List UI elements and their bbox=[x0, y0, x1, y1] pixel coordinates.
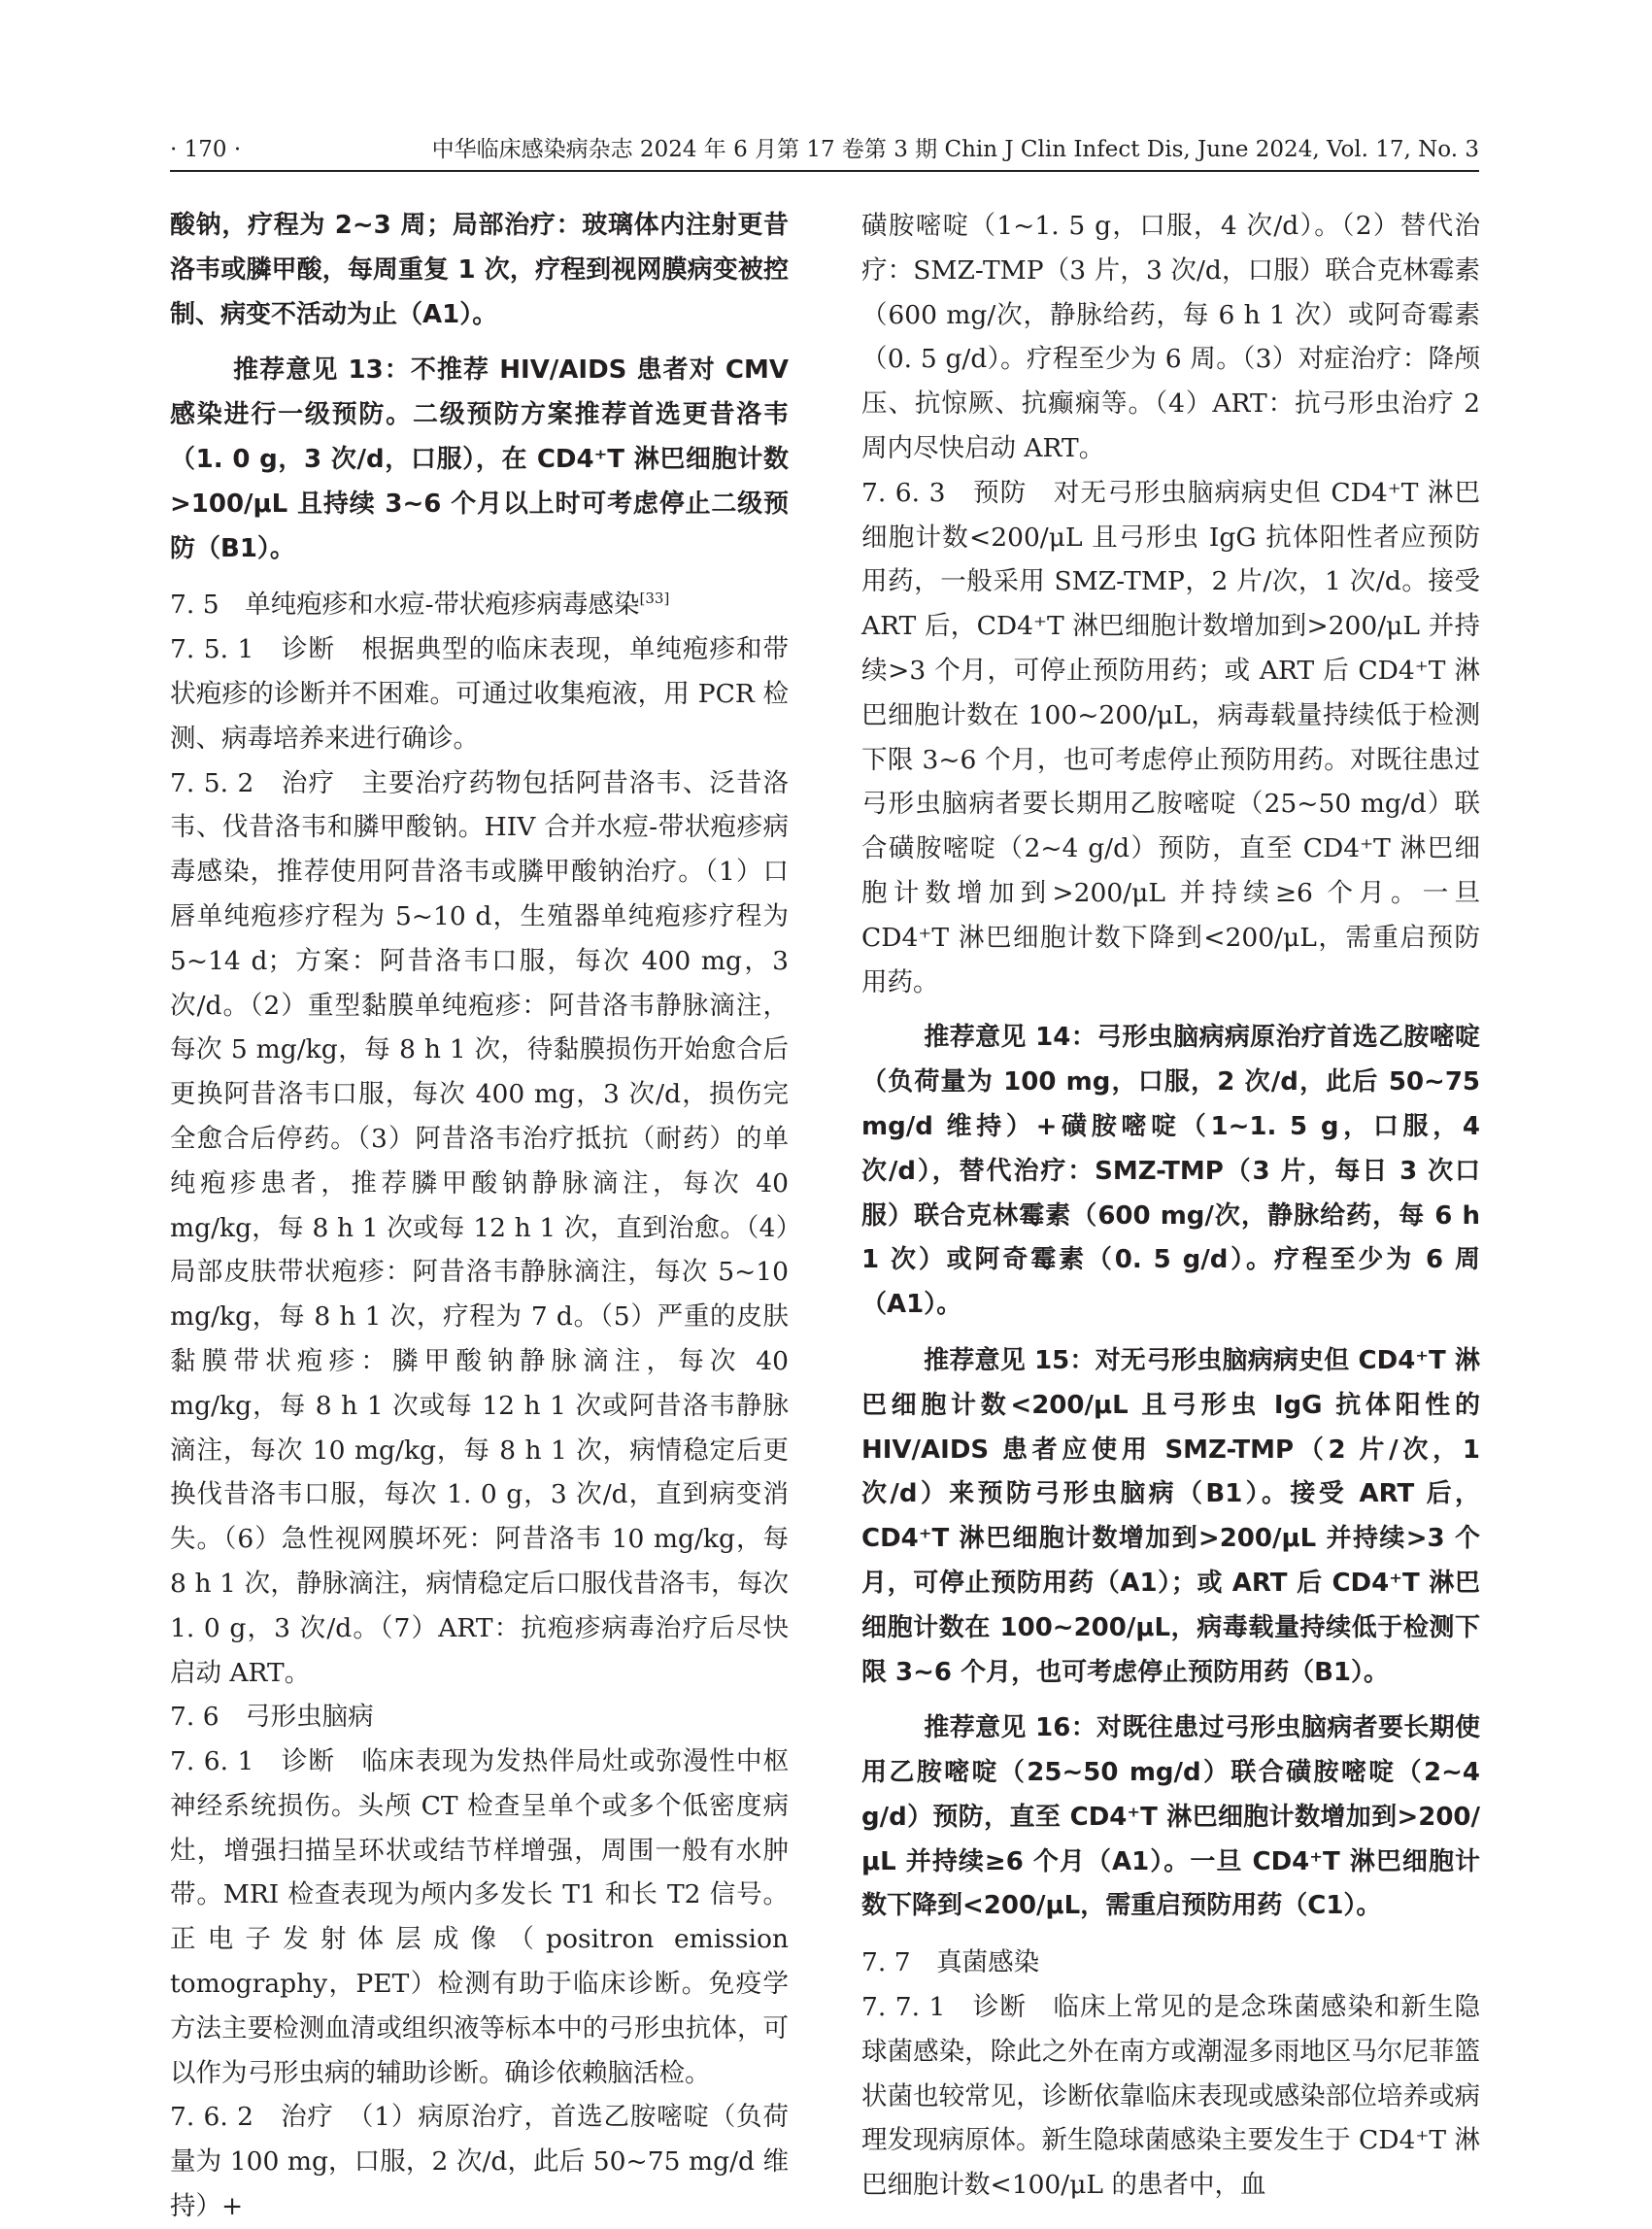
section-7-6-1: 7. 6. 1 诊断 临床表现为发热伴局灶或弥漫性中枢神经系统损伤。头颅 CT 检查呈单个或多个低密度病灶，增强扫描呈环状或结节样增强，周围一般有水肿带。MRI 检查表现为颅内多发长 T1 和长 T2 信号。正电子发射体层成像（positron emission tomography，PET）检测有助于临床诊断。免疫学方法主要检测血清或组织液等标本中的弓形虫抗体，可以作为弓形虫病的辅助诊断。确诊依赖脑活检。 bbox=[170, 1746, 789, 2088]
section-7-6-2-continued: 磺胺嘧啶（1~1. 5 g，口服，4 次/d）。（2）替代治疗：SMZ-TMP（3 片，3 次/d，口服）联合克林霉素（600 mg/次，静脉给药，每 6 h 1 次）或阿奇霉素（0. 5 g/d）。疗程至少为 6 周。（3）对症治疗：降颅压、抗惊厥、抗癫痫等。（4）ART：抗弓形虫治疗 2 周内尽快启动 ART。 bbox=[861, 211, 1480, 463]
recommendation-14 bbox=[861, 1016, 1480, 1328]
recommendation-15 bbox=[861, 1339, 1480, 1695]
section-7-5-heading bbox=[170, 583, 789, 627]
section-7-5-1: 7. 5. 1 诊断 根据典型的临床表现，单纯疱疹和带状疱疹的诊断并不困难。可通过收集疱液，用 PCR 检测、病毒培养来进行确诊。 bbox=[170, 634, 789, 754]
recommendation-13 bbox=[170, 349, 789, 571]
section-7-5-2: 7. 5. 2 治疗 主要治疗药物包括阿昔洛韦、泛昔洛韦、伐昔洛韦和膦甲酸钠。HIV 合并水痘-带状疱疹病毒感染，推荐使用阿昔洛韦或膦甲酸钠治疗。（1）口唇单纯疱疹疗程为 5~10 d，生殖器单纯疱疹疗程为 5~14 d；方案：阿昔洛韦口服，每次 400 mg，3 次/d。（2）重型黏膜单纯疱疹：阿昔洛韦静脉滴注，每次 5 mg/kg，每 8 h 1 次，待黏膜损伤开始愈合后更换阿昔洛韦口服，每次 400 mg，3 次/d，损伤完全愈合后停药。（3）阿昔洛韦治疗抵抗（耐药）的单纯疱疹患者，推荐膦甲酸钠静脉滴注，每次 40 mg/kg，每 8 h 1 次或每 12 h 1 次，直到治愈。（4）局部皮肤带状疱疹：阿昔洛韦静脉滴注，每次 5~10 mg/kg，每 8 h 1 次，疗程为 7 d。（5）严重的皮肤黏膜带状疱疹：膦甲酸钠静脉滴注，每次 40 mg/kg，每 8 h 1 次或每 12 h 1 次或阿昔洛韦静脉滴注，每次 10 mg/kg，每 8 h 1 次，病情稳定后更换伐昔洛韦口服，每次 1. 0 g，3 次/d，直到病变消失。（6）急性视网膜坏死：阿昔洛韦 10 mg/kg，每 8 h 1 次，静脉滴注，病情稳定后口服伐昔洛韦，每次 1. 0 g，3 次/d。（7）ART：抗疱疹病毒治疗后尽快启动 ART。 bbox=[170, 767, 789, 1688]
section-7-6-3: 7. 6. 3 预防 对无弓形虫脑病病史但 CD4⁺T 淋巴细胞计数<200/μL 且弓形虫 IgG 抗体阳性者应预防用药，一般采用 SMZ-TMP，2 片/次，1 次/d。接受 ART 后，CD4⁺T 淋巴细胞计数增加到>200/μL 并持续>3 个月，可停止预防用药；或 ART 后 CD4⁺T 淋巴细胞计数在 100~200/μL，病毒载量持续低于检测下限 3~6 个月，也可考虑停止预防用药。对既往患过弓形虫脑病者要长期用乙胺嘧啶（25~50 mg/d）联合磺胺嘧啶（2~4 g/d）预防，直至 CD4⁺T 淋巴细胞计数增加到>200/μL 并持续≥6 个月。一旦 CD4⁺T 淋巴细胞计数下降到<200/μL，需重启预防用药。 bbox=[861, 477, 1480, 997]
journal-citation: 中华临床感染病杂志 2024 年 6 月第 17 卷第 3 期 Chin J Clin Infect Dis, June 2024, Vol. 17, No. 3 bbox=[431, 137, 1479, 162]
recommendation-13-text: 推荐意见 13：不推荐 HIV/AIDS 患者对 CMV 感染进行一级预防。二级预防方案推荐首选更昔洛韦（1. 0 g，3 次/d，口服），在 CD4⁺T 淋巴细胞计数>100/μL 且持续 3~6 个月以上时可考虑停止二级预防（B1）。 bbox=[170, 355, 789, 563]
right-column bbox=[861, 204, 1480, 2208]
running-header bbox=[170, 132, 1479, 167]
left-column bbox=[170, 204, 789, 2229]
section-7-7-1: 7. 7. 1 诊断 临床上常见的是念珠菌感染和新生隐球菌感染，除此之外在南方或潮湿多雨地区马尔尼菲篮状菌也较常见，诊断依靠临床表现或感染部位培养或病理发现病原体。新生隐球菌感染主要发生于 CD4⁺T 淋巴细胞计数<100/μL 的患者中，血 bbox=[861, 1992, 1480, 2201]
section-7-6-2: 7. 6. 2 治疗 （1）病原治疗，首选乙胺嘧啶（负荷量为 100 mg，口服，2 次/d，此后 50~75 mg/d 维持）+ bbox=[170, 2102, 789, 2222]
page-number: · 170 · bbox=[170, 137, 242, 162]
reference-marker: [33] bbox=[639, 590, 670, 608]
recommendation-16 bbox=[861, 1706, 1480, 1929]
section-7-7-heading: 7. 7 真菌感染 bbox=[861, 1947, 1040, 1978]
recommendation-16-text: 推荐意见 16：对既往患过弓形虫脑病者要长期使用乙胺嘧啶（25~50 mg/d）联合磺胺嘧啶（2~4 g/d）预防，直至 CD4⁺T 淋巴细胞计数增加到>200/μL 并持续≥6 个月（A1）。一旦 CD4⁺T 淋巴细胞计数下降到<200/μL，需重启预防用药（C1）。 bbox=[861, 1713, 1480, 1921]
recommendation-12-continued: 酸钠，疗程为 2~3 周；局部治疗：玻璃体内注射更昔洛韦或膦甲酸，每周重复 1 次，疗程到视网膜病变被控制、病变不活动为止（A1）。 bbox=[170, 211, 789, 329]
section-7-5-title: 7. 5 单纯疱疹和水痘-带状疱疹病毒感染 bbox=[170, 590, 640, 621]
header-rule bbox=[170, 170, 1479, 172]
section-7-6-heading: 7. 6 弓形虫脑病 bbox=[170, 1702, 374, 1733]
recommendation-14-text: 推荐意见 14：弓形虫脑病病原治疗首选乙胺嘧啶（负荷量为 100 mg，口服，2 次/d，此后 50~75 mg/d 维持）+磺胺嘧啶（1~1. 5 g，口服，4 次/d），替代治疗：SMZ-TMP（3 片，每日 3 次口服）联合克林霉素（600 mg/次，静脉给药，每 6 h 1 次）或阿奇霉素（0. 5 g/d）。疗程至少为 6 周（A1）。 bbox=[861, 1023, 1480, 1320]
recommendation-15-text: 推荐意见 15：对无弓形虫脑病病史但 CD4⁺T 淋巴细胞计数<200/μL 且弓形虫 IgG 抗体阳性的 HIV/AIDS 患者应使用 SMZ-TMP（2 片/次，1 次/d）来预防弓形虫脑病（B1）。接受 ART 后，CD4⁺T 淋巴细胞计数增加到>200/μL 并持续>3 个月，可停止预防用药（A1）；或 ART 后 CD4⁺T 淋巴细胞计数在 100~200/μL，病毒载量持续低于检测下限 3~6 个月，也可考虑停止预防用药（B1）。 bbox=[861, 1345, 1480, 1687]
